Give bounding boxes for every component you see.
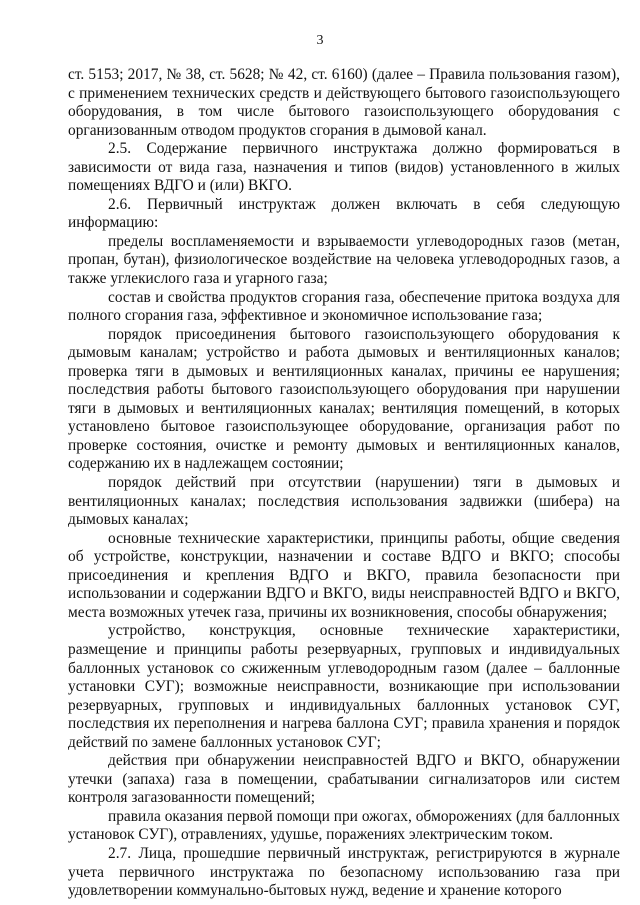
- paragraph-2-7: 2.7. Лица, прошедшие первичный инструктаж, регистрируются в журнале учета первичного инструктажа по безопасному использованию газа при удовлетворении коммунально-бытовых нужд, ведение и хранение которого: [68, 844, 620, 900]
- page-number: 3: [316, 33, 324, 48]
- paragraph-2-5: 2.5. Содержание первичного инструктажа должно формироваться в зависимости от вида газа, назначения и типов (видов) установленного в жилых помещениях ВДГО и (или) ВКГО.: [68, 140, 620, 195]
- paragraph-2-6: 2.6. Первичный инструктаж должен включать в себя следующую информацию:: [68, 195, 620, 232]
- list-item-chimney-connection: порядок присоединения бытового газоиспользующего оборудования к дымовым каналам; устройство и работа дымовых и вентиляционных каналов; проверка тяги в дымовых и вентиляционных каналах, причины ее нарушения; последствия работы бытового газоиспользующего оборудования при нарушении тяги в дымовых и вентиляционных каналах; вентиляция помещений, в которых установлено бытовое газоиспользующее оборудование, организация работ по проверке состояния, очистке и ремонту дымовых и вентиляционных каналов, содержанию их в надлежащем состоянии;: [68, 325, 620, 473]
- paragraph-continuation: ст. 5153; 2017, № 38, ст. 5628; № 42, ст. 6160) (далее – Правила пользования газом), с применением технических средств и действующего бытового газоиспользующего оборудования, в том числе бытового газоиспользующего оборудования с организованным отводом продуктов сгорания в дымовой канал.: [68, 66, 620, 139]
- list-item-draft-failure: порядок действий при отсутствии (нарушении) тяги в дымовых и вентиляционных каналах; последствия использования задвижки (шибера) на дымовых каналах;: [68, 474, 620, 529]
- list-item-combustion: состав и свойства продуктов сгорания газа, обеспечение притока воздуха для полного сгорания газа, эффективное и экономичное использование газа;: [68, 288, 620, 325]
- list-item-technical-specs: основные технические характеристики, принципы работы, общие сведения об устройстве, конструкции, назначении и составе ВДГО и ВКГО; способы присоединения и крепления ВДГО и ВКГО, правила безопасности при использовании и содержании ВДГО и ВКГО, виды неисправностей ВДГО и ВКГО, места возможных утечек газа, причины их возникновения, способы обнаружения;: [68, 529, 620, 621]
- list-item-leak-actions: действия при обнаружении неисправностей ВДГО и ВКГО, обнаружении утечки (запаха) газа в помещении, срабатывании сигнализаторов или систем контроля загазованности помещений;: [68, 752, 620, 807]
- list-item-flammability: пределы воспламеняемости и взрываемости углеводородных газов (метан, пропан, бутан), физиологическое воздействие на человека углеводородных газов, а также углекислого газа и угарного газа;: [68, 232, 620, 288]
- list-item-first-aid: правила оказания первой помощи при ожогах, обморожениях (для баллонных установок СУГ), отравлениях, удушье, поражениях электрическим током.: [68, 807, 620, 844]
- body-text: [68, 66, 620, 901]
- list-item-cylinder-units: устройство, конструкция, основные технические характеристики, размещение и принципы работы резервуарных, групповых и индивидуальных баллонных установок со сжиженным углеводородным газом (далее – баллонные установки СУГ); возможные неисправности, возникающие при использовании резервуарных, групповых и индивидуальных баллонных установок СУГ, последствия их переполнения и нагрева баллона СУГ; правила хранения и порядок действий по замене баллонных установок СУГ;: [68, 622, 620, 751]
